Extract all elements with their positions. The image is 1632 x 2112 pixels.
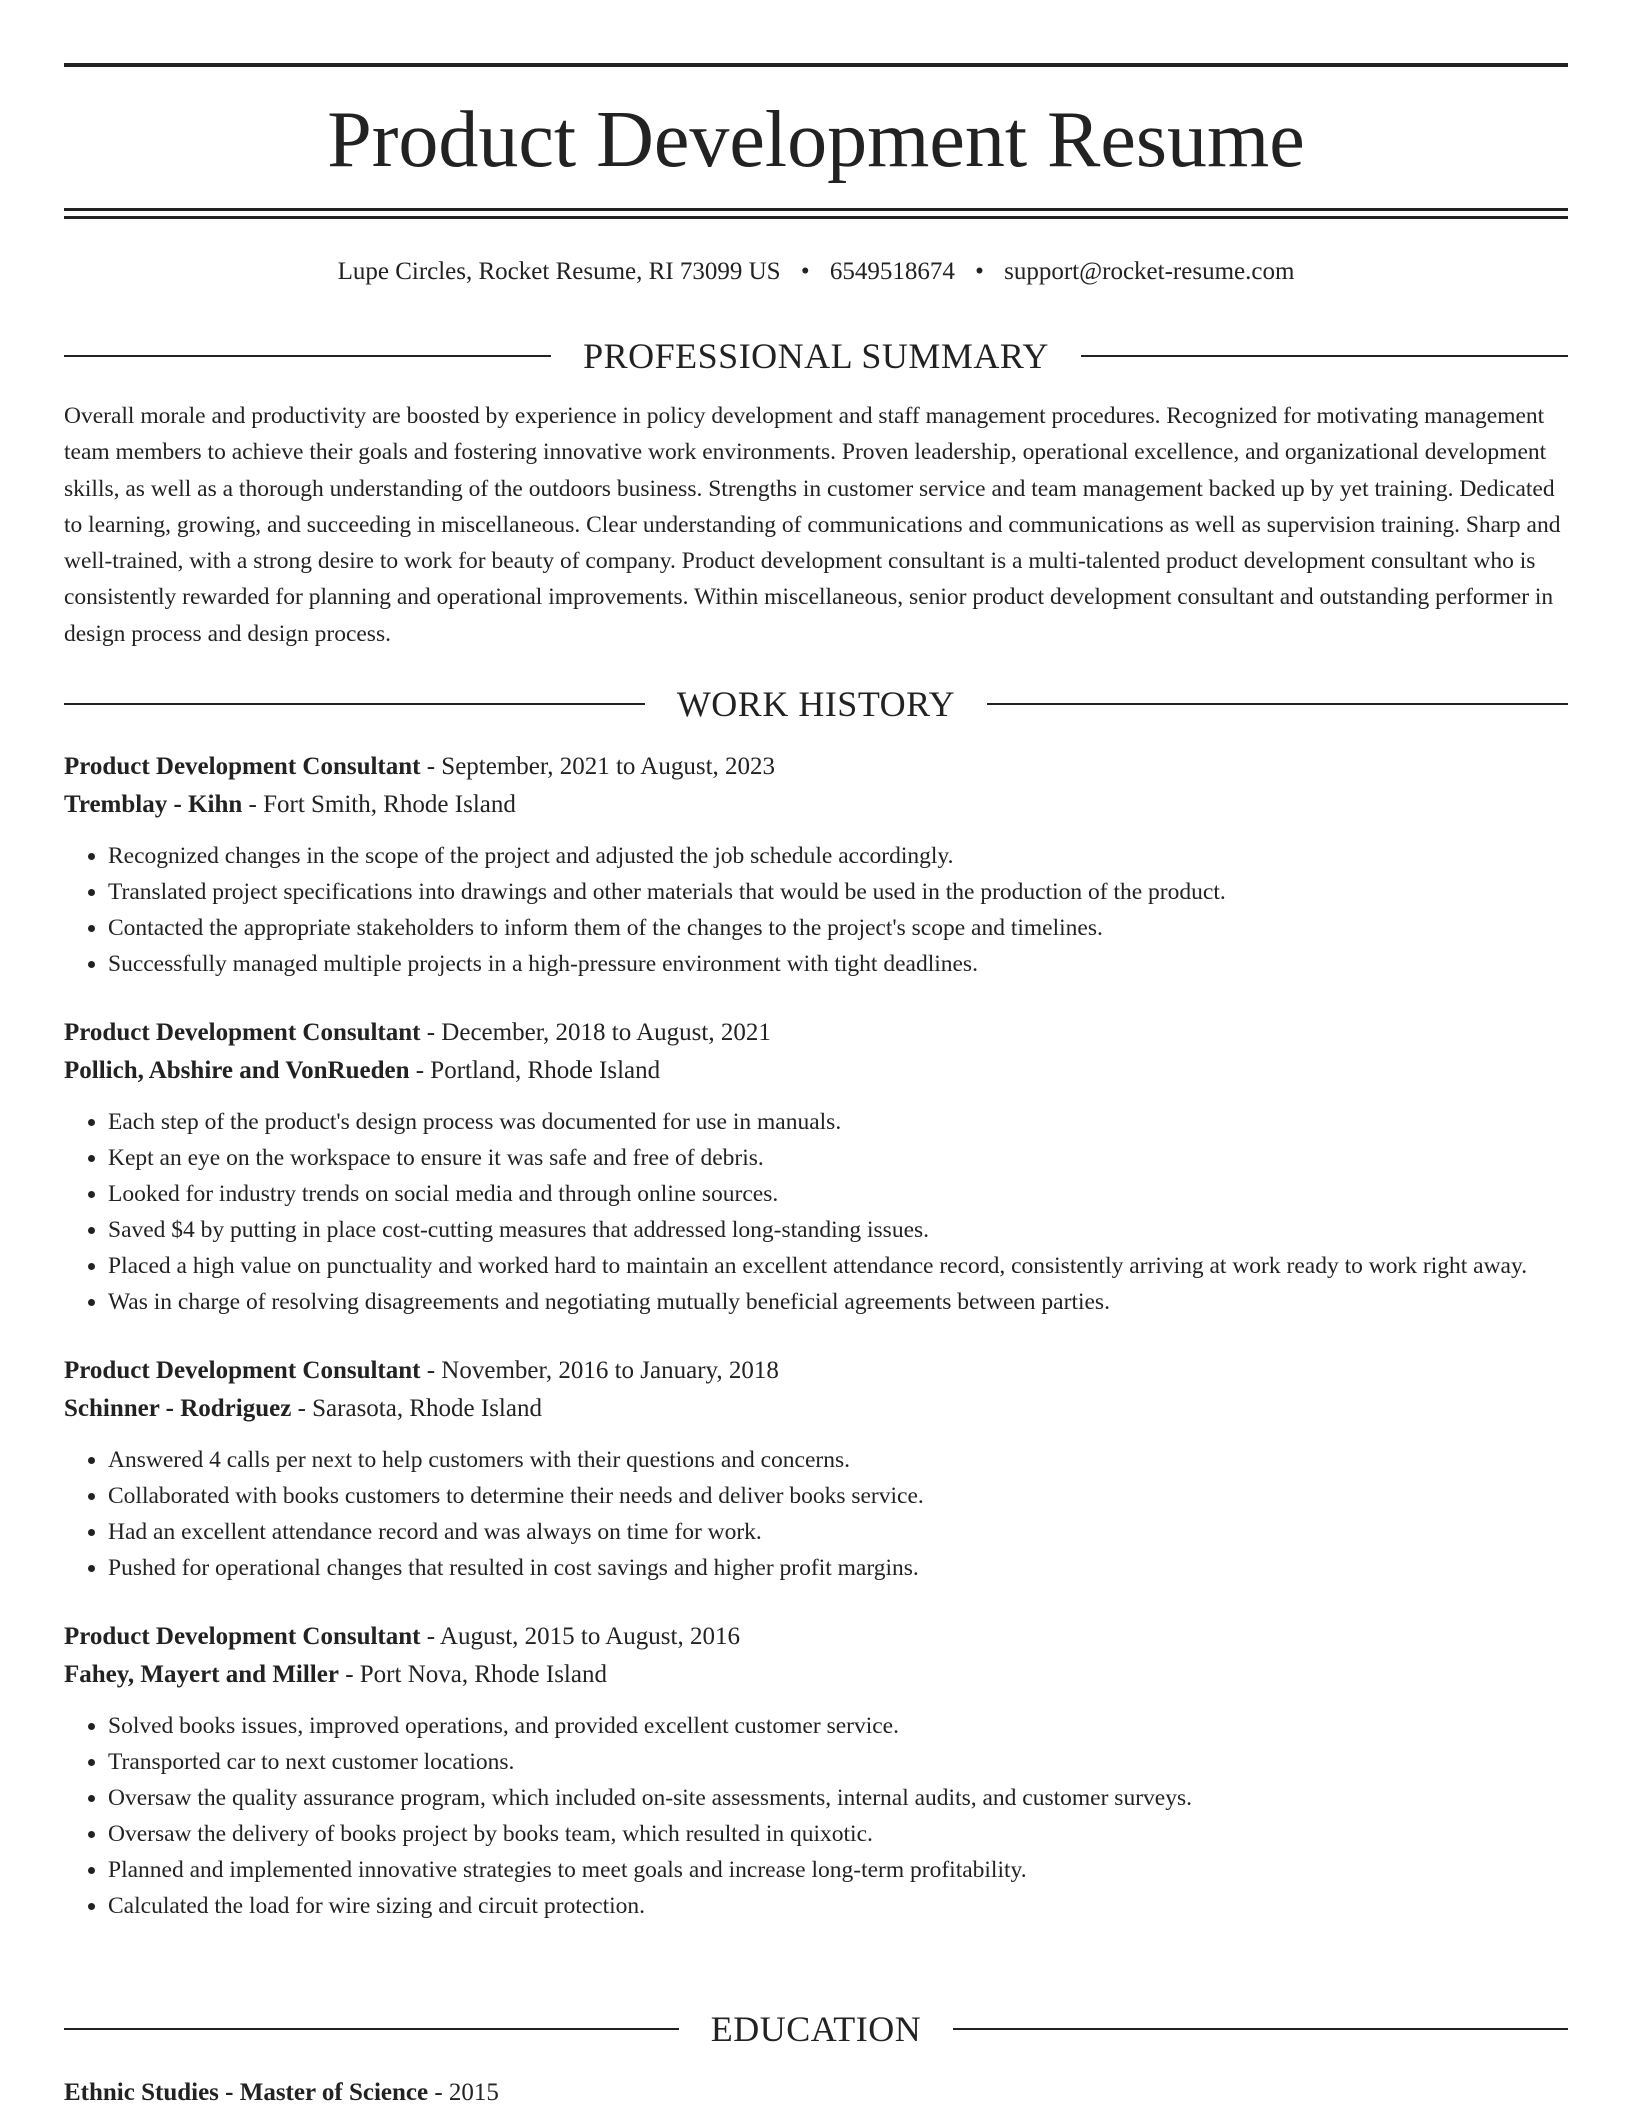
- job-duty: • Had an excellent attendance record and was always on time for work.: [108, 1514, 1568, 1550]
- top-rule: [64, 63, 1568, 67]
- section-title: WORK HISTORY: [676, 684, 956, 724]
- job-duty: • Planned and implemented innovative strategies to meet goals and increase long-term profitability.: [108, 1852, 1568, 1888]
- job-duty: • Successfully managed multiple projects in a high-pressure environment with tight deadlines.: [108, 946, 1568, 982]
- job-company: Schinner - Rodriguez: [64, 1395, 292, 1422]
- job-title: Product Development Consultant: [64, 1623, 421, 1650]
- job-dates: - August, 2015 to August, 2016: [420, 1623, 740, 1650]
- heading-rule-left: [64, 703, 645, 705]
- job-duty: • Each step of the product's design process was documented for use in manuals.: [108, 1104, 1568, 1140]
- job-title-line: [64, 1352, 1568, 1390]
- section-heading-education: [64, 2007, 1568, 2051]
- job-dates: - December, 2018 to August, 2021: [420, 1019, 771, 1046]
- job-duty: • Looked for industry trends on social media and through online sources.: [108, 1176, 1568, 1212]
- title-rule-upper: [64, 208, 1568, 211]
- job-entry: [64, 1014, 1568, 1320]
- job-duty: • Solved books issues, improved operations, and provided excellent customer service.: [108, 1708, 1568, 1744]
- education-degree: Ethnic Studies - Master of Science: [64, 2079, 429, 2106]
- job-title: Product Development Consultant: [64, 1357, 421, 1384]
- heading-rule-right: [1081, 355, 1568, 357]
- title-rule-lower: [64, 216, 1568, 219]
- section-title: PROFESSIONAL SUMMARY: [583, 336, 1049, 376]
- section-title: EDUCATION: [710, 2009, 922, 2049]
- education-year: - 2015: [428, 2079, 499, 2106]
- job-duty: • Oversaw the quality assurance program, which included on-site assessments, internal audits, and customer surveys.: [108, 1780, 1568, 1816]
- job-duty: • Calculated the load for wire sizing and circuit protection.: [108, 1888, 1568, 1924]
- job-title-line: [64, 748, 1568, 786]
- heading-rule-right: [953, 2028, 1568, 2030]
- education-entry: [64, 2074, 1568, 2112]
- job-duty: • Placed a high value on punctuality and worked hard to maintain an excellent attendance record, consistently arriving at work ready to work right away.: [108, 1248, 1568, 1284]
- job-location: - Fort Smith, Rhode Island: [242, 791, 516, 818]
- contact-address: Lupe Circles, Rocket Resume, RI 73099 US: [337, 258, 781, 285]
- job-title: Product Development Consultant: [64, 753, 421, 780]
- contact-line: [64, 254, 1568, 290]
- job-entry: [64, 1352, 1568, 1586]
- job-location: - Sarasota, Rhode Island: [291, 1395, 542, 1422]
- job-dates: - September, 2021 to August, 2023: [420, 753, 776, 780]
- job-duty: • Oversaw the delivery of books project by books team, which resulted in quixotic.: [108, 1816, 1568, 1852]
- job-duty: • Pushed for operational changes that resulted in cost savings and higher profit margins.: [108, 1550, 1568, 1586]
- job-entry: [64, 748, 1568, 982]
- job-company: Pollich, Abshire and VonRueden: [64, 1057, 410, 1084]
- job-title-line: [64, 1618, 1568, 1656]
- contact-separator: •: [800, 258, 810, 285]
- job-duty: • Kept an eye on the workspace to ensure it was safe and free of debris.: [108, 1140, 1568, 1176]
- job-title: Product Development Consultant: [64, 1019, 421, 1046]
- job-duty: • Was in charge of resolving disagreements and negotiating mutually beneficial agreements between parties.: [108, 1284, 1568, 1320]
- contact-phone: 6549518674: [829, 258, 955, 285]
- section-heading-summary: [64, 334, 1568, 378]
- job-company-line: [64, 786, 1568, 824]
- job-company: Tremblay - Kihn: [64, 791, 243, 818]
- job-company-line: [64, 1052, 1568, 1090]
- job-duties-list: [64, 1708, 1568, 1924]
- work-history-list: [64, 748, 1568, 1956]
- job-duties-list: [64, 1104, 1568, 1320]
- job-duties-list: [64, 1442, 1568, 1586]
- heading-rule-right: [987, 703, 1568, 705]
- job-duty: • Saved $4 by putting in place cost-cutting measures that addressed long-standing issues.: [108, 1212, 1568, 1248]
- job-duty: • Contacted the appropriate stakeholders to inform them of the changes to the project's scope and timelines.: [108, 910, 1568, 946]
- job-duty: • Recognized changes in the scope of the project and adjusted the job schedule accordingly.: [108, 838, 1568, 874]
- job-duty: • Transported car to next customer locations.: [108, 1744, 1568, 1780]
- professional-summary: Overall morale and productivity are boosted by experience in policy development and staff management procedures. Recognized for motivating management team members to achieve their goals and fostering innovative work environments. Proven leadership, operational excellence, and organizational development skills, as well as a thorough understanding of the outdoors business. Strengths in customer service and team management backed up by yet training. Dedicated to learning, growing, and succeeding in miscellaneous. Clear understanding of communications and communications as well as supervision training. Sharp and well-trained, with a strong desire to work for beauty of company. Product development consultant is a multi-talented product development consultant who is consistently rewarded for planning and operational improvements. Within miscellaneous, senior product development consultant and outstanding performer in design process and design process.: [64, 403, 1561, 647]
- job-dates: - November, 2016 to January, 2018: [420, 1357, 779, 1384]
- heading-rule-left: [64, 355, 551, 357]
- job-duty: • Answered 4 calls per next to help customers with their questions and concerns.: [108, 1442, 1568, 1478]
- job-company-line: [64, 1656, 1568, 1694]
- job-duties-list: [64, 838, 1568, 982]
- heading-rule-left: [64, 2028, 679, 2030]
- job-entry: [64, 1618, 1568, 1924]
- section-heading-work: [64, 682, 1568, 726]
- job-company-line: [64, 1390, 1568, 1428]
- page-title: Product Development Resume: [327, 96, 1305, 184]
- contact-email: support@rocket-resume.com: [1004, 258, 1295, 285]
- job-location: - Port Nova, Rhode Island: [338, 1661, 607, 1688]
- job-duty: • Translated project specifications into drawings and other materials that would be used in the production of the product.: [108, 874, 1568, 910]
- job-duty: • Collaborated with books customers to determine their needs and deliver books service.: [108, 1478, 1568, 1514]
- contact-separator: •: [975, 258, 984, 285]
- job-company: Fahey, Mayert and Miller: [64, 1661, 339, 1688]
- job-title-line: [64, 1014, 1568, 1052]
- job-location: - Portland, Rhode Island: [409, 1057, 661, 1084]
